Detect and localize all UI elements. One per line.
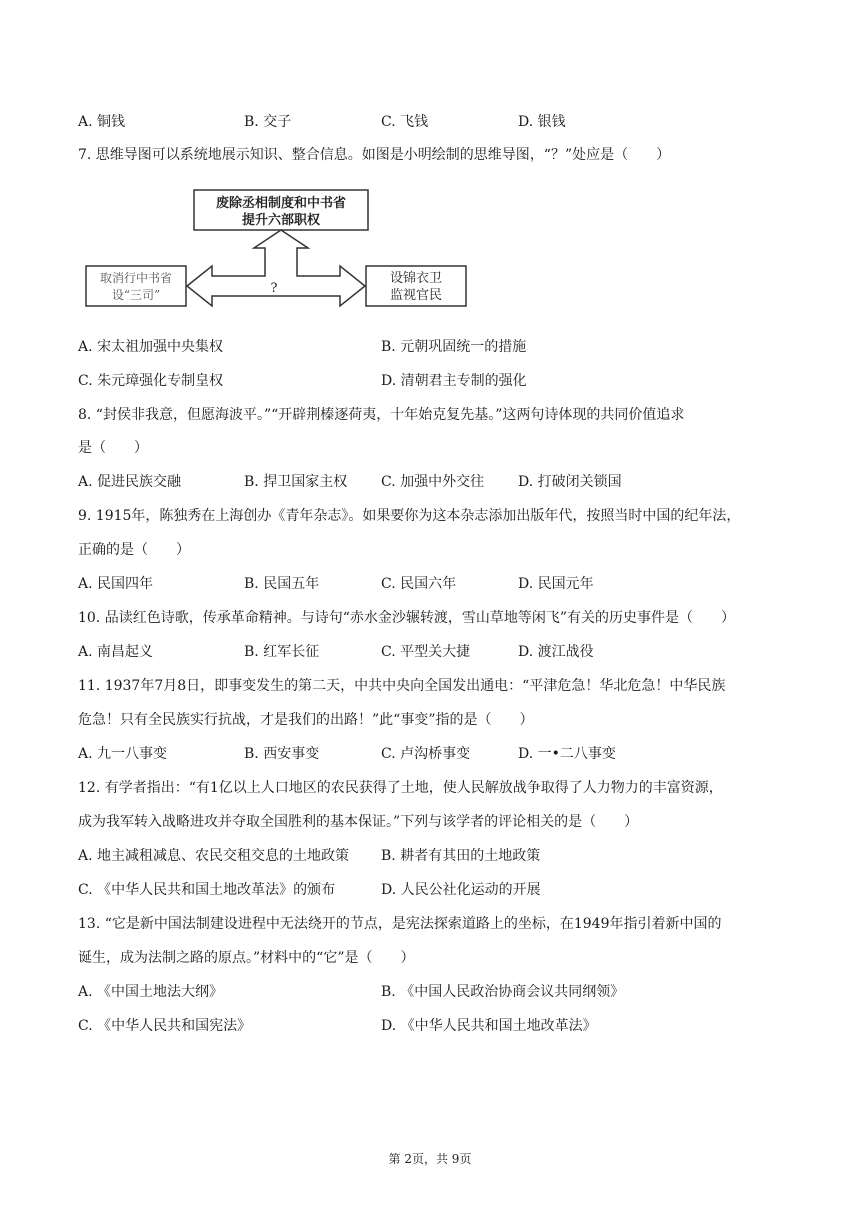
- q12-option-b: B. 耕者有其田的土地政策: [381, 848, 541, 864]
- q10-stem: 10. 品读红色诗歌，传承革命精神。与诗句“赤水金沙辗转渡，雪山草地等闲飞”有关的历史事件是（ ）: [78, 610, 736, 626]
- q13-option-a: A. 《中国土地法大纲》: [78, 984, 224, 1000]
- q9-option-c: C. 民国六年: [381, 576, 457, 592]
- q12-stem-line2: 成为我军转入战略进攻并夺取全国胜利的基本保证。”下列与该学者的评论相关的是（ ）: [78, 814, 639, 830]
- q9-option-a: A. 民国四年: [78, 576, 154, 592]
- q6-option-a: A. 铜钱: [78, 114, 126, 130]
- q9-option-b: B. 民国五年: [244, 576, 320, 592]
- q9-option-d: D. 民国元年: [518, 576, 594, 592]
- diagram-left-line2: 设“三司”: [111, 288, 161, 302]
- q7-option-b: B. 元朝巩固统一的措施: [381, 339, 527, 355]
- q7-option-c: C. 朱元璋强化专制皇权: [78, 373, 224, 389]
- q11-option-d: D. 一•二八事变: [518, 746, 616, 762]
- diagram-right-line1: 设锦衣卫: [389, 271, 443, 286]
- q8-option-a: A. 促进民族交融: [78, 474, 182, 490]
- q13-stem-line1: 13. “它是新中国法制建设进程中无法绕开的节点，是宪法探索道路上的坐标，在1949年指引着新中国的: [78, 916, 722, 932]
- q10-option-a: A. 南昌起义: [78, 644, 154, 660]
- q9-stem-line2: 正确的是（ ）: [78, 542, 190, 558]
- q8-stem-line2: 是（ ）: [78, 440, 148, 456]
- q11-option-a: A. 九一八事变: [78, 746, 168, 762]
- q13-option-d: D. 《中华人民共和国土地改革法》: [381, 1018, 597, 1034]
- q7-option-d: D. 清朝君主专制的强化: [381, 373, 527, 389]
- q12-option-d: D. 人民公社化运动的开展: [381, 882, 541, 898]
- q11-option-b: B. 西安事变: [244, 746, 320, 762]
- q6-option-b: B. 交子: [244, 114, 292, 130]
- diagram-top-line2: 提升六部职权: [241, 213, 321, 228]
- q7-mind-map-diagram: [84, 184, 474, 319]
- diagram-question-mark: ?: [270, 281, 278, 296]
- q6-option-d: D. 银钱: [518, 114, 566, 130]
- q10-option-d: D. 渡江战役: [518, 644, 594, 660]
- q7-option-a: A. 宋太祖加强中央集权: [78, 339, 224, 355]
- q8-stem-line1: 8. “封侯非我意，但愿海波平。”“开辟荆榛逐荷夷，十年始克复先基。”这两句诗体现的共同价值追求: [78, 407, 685, 423]
- q8-option-b: B. 捍卫国家主权: [244, 474, 348, 490]
- q11-stem-line1: 11. 1937年7月8日，即事变发生的第二天，中共中央向全国发出通电：“平津危急！华北危急！中华民族: [78, 678, 726, 694]
- q11-stem-line2: 危急！只有全民族实行抗战，才是我们的出路！”此“事变”指的是（ ）: [78, 712, 534, 728]
- page-number-footer: 第 2页，共 9页: [388, 1152, 472, 1166]
- q12-stem-line1: 12. 有学者指出：“有1亿以上人口地区的农民获得了土地，使人民解放战争取得了人力物力的丰富资源，: [78, 780, 723, 796]
- diagram-left-line1: 取消行中书省: [99, 271, 173, 285]
- q12-option-c: C. 《中华人民共和国土地改革法》的颁布: [78, 882, 336, 898]
- q8-option-d: D. 打破闭关锁国: [518, 474, 622, 490]
- q11-option-c: C. 卢沟桥事变: [381, 746, 471, 762]
- q13-stem-line2: 诞生，成为法制之路的原点。”材料中的“它”是（ ）: [78, 950, 415, 966]
- q7-stem: 7. 思维导图可以系统地展示知识、整合信息。如图是小明绘制的思维导图，“？”处应是（ ）: [78, 147, 671, 163]
- q10-option-c: C. 平型关大捷: [381, 644, 471, 660]
- q12-option-a: A. 地主减租减息、农民交租交息的土地政策: [78, 848, 350, 864]
- q9-stem-line1: 9. 1915年，陈独秀在上海创办《青年杂志》。如果要你为这本杂志添加出版年代，按照当时中国的纪年法，: [78, 508, 741, 524]
- diagram-top-line1: 废除丞相制度和中书省: [215, 196, 347, 211]
- q13-option-b: B. 《中国人民政治协商会议共同纲领》: [381, 984, 625, 1000]
- q10-option-b: B. 红军长征: [244, 644, 320, 660]
- q6-option-c: C. 飞钱: [381, 114, 429, 130]
- q13-option-c: C. 《中华人民共和国宪法》: [78, 1018, 252, 1034]
- diagram-right-line2: 监视官民: [389, 288, 443, 303]
- q8-option-c: C. 加强中外交往: [381, 474, 485, 490]
